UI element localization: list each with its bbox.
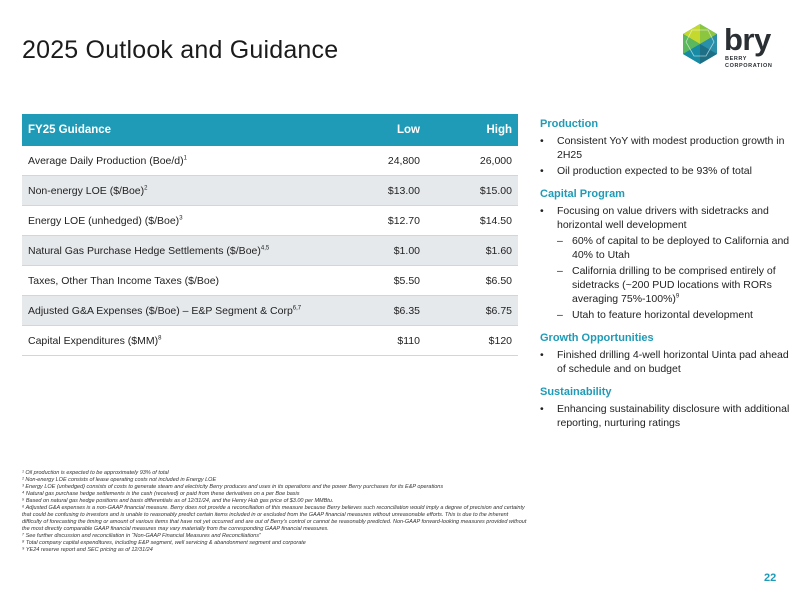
page-title: 2025 Outlook and Guidance (22, 36, 339, 64)
table-row (22, 296, 518, 326)
footnote: ⁸ Total company capital expenditures, including E&P segment, well servicing & abandonment segment and corporate (22, 540, 306, 546)
row-high: $1.60 (426, 236, 518, 266)
row-low: 24,800 (344, 146, 426, 176)
footnote: ² Non-energy LOE consists of lease operating costs not included in Energy LOE (22, 477, 217, 483)
bullet-icon: • (540, 349, 544, 361)
outlook-commentary (540, 117, 790, 432)
header-high: High (426, 114, 518, 146)
row-label: Taxes, Other Than Income Taxes ($/Boe) (22, 266, 344, 296)
bullet-icon: • (540, 135, 544, 147)
dash-icon: – (557, 235, 563, 247)
bullet-icon: • (540, 205, 544, 217)
section-heading-production: Production (540, 118, 599, 130)
section-heading-capital: Capital Program (540, 188, 625, 200)
dash-icon: – (557, 265, 563, 277)
row-low: $110 (344, 326, 426, 356)
row-label: Average Daily Production $(Boe/d)^1$ (22, 146, 344, 176)
bullet-item: • Consistent YoY with modest production growth in 2H25 (540, 135, 785, 161)
section-heading-sustainability: Sustainability (540, 386, 612, 398)
logo-subtext: BERRY CORPORATION (725, 56, 773, 69)
row-high: $120 (426, 326, 518, 356)
row-label: Non-energy LOE ($/Boe)$^2$ (22, 176, 344, 206)
bullet-item: • Oil production expected to be 93% of total (540, 165, 752, 177)
footnote: ⁵ Based on natural gas hedge positions and basis differentials as of 12/31/24, and the Henry Hub gas price of $3.00 per MMBtu. (22, 498, 334, 504)
row-label: Capital Expenditures ($MM)$^8$ (22, 326, 344, 356)
row-label: Natural Gas Purchase Hedge Settlements ($/Boe)$^{4,5}$ (22, 236, 344, 266)
berry-logo (680, 22, 780, 72)
sub-bullet-item: – 60% of capital to be deployed to California and 40% to Utah (557, 235, 790, 261)
footnote: difficulty of forecasting the timing or amount of various items that have not yet occurred and are out of Berry's control or cannot be reasonably predicted. Non-GAAP forward-looking measures provided without (22, 519, 527, 525)
row-low: $1.00 (344, 236, 426, 266)
logo-wordmark: bry (724, 22, 771, 57)
header-guidance: FY25 Guidance (22, 114, 344, 146)
table-row (22, 266, 518, 296)
bullet-icon: • (540, 403, 544, 415)
footnote: ⁷ See further discussion and reconciliation in “Non-GAAP Financial Measures and Reconciliations” (22, 533, 261, 539)
row-high: $6.75 (426, 296, 518, 326)
footnote: that could be confusing to investors and is unable to reasonably predict certain items included in or excluded from the GAAP financial measures without unreasonable efforts. This is due to the inherent (22, 512, 509, 518)
bullet-icon: • (540, 165, 544, 177)
footnote: ¹ Oil production is expected to be approximately 93% of total (22, 470, 169, 476)
table-header-row (22, 114, 518, 146)
row-label: Adjusted G&A Expenses ($/Boe) – E&P Segment & Corp$^{6,7}$ (22, 296, 344, 326)
footnote: ³ Energy LOE (unhedged) consists of costs to generate steam and electricity Berry produces and uses in its operations and the power Berry purchases for its E&P operations (22, 484, 444, 490)
bullet-item: • Focusing on value drivers with sidetracks and horizontal well development (540, 205, 769, 231)
section-heading-growth: Growth Opportunities (540, 332, 654, 344)
table-row (22, 146, 518, 176)
sub-bullet-item: – California drilling to be comprised entirely of sidetracks (~200 PUD locations with RORs averaging 75%-100%)$^9$ (557, 265, 776, 305)
row-high: 26,000 (426, 146, 518, 176)
page-number: 22 (764, 572, 777, 584)
guidance-table (22, 114, 518, 356)
row-high: $6.50 (426, 266, 518, 296)
table-row (22, 326, 518, 356)
footnote: ⁶ Adjusted G&A expenses is a non-GAAP financial measure. Berry does not provide a reconciliation of this measure because Berry believes such reconciliation would imply a degree of precision and certainty (22, 505, 525, 511)
row-low: $5.50 (344, 266, 426, 296)
table-row (22, 176, 518, 206)
footnote: ⁹ YE24 reserve report and SEC pricing as of 12/31/24 (22, 547, 153, 553)
dash-icon: – (557, 309, 563, 321)
header-low: Low (344, 114, 426, 146)
bullet-item: • Enhancing sustainability disclosure with additional reporting, nurturing ratings (540, 403, 790, 429)
table-row (22, 206, 518, 236)
row-low: $13.00 (344, 176, 426, 206)
bullet-item: • Finished drilling 4-well horizontal Uinta pad ahead of schedule and on budget (540, 349, 789, 375)
footnotes (22, 470, 722, 554)
logo-hexagon-icon (680, 22, 720, 66)
footnote: the most directly comparable GAAP financial measures may vary materially from the corresponding GAAP financial measures. (22, 526, 329, 532)
row-label: Energy LOE (unhedged) ($/Boe)$^3$ (22, 206, 344, 236)
row-high: $15.00 (426, 176, 518, 206)
row-high: $14.50 (426, 206, 518, 236)
sub-bullet-item: – Utah to feature horizontal development (557, 309, 753, 321)
row-low: $6.35 (344, 296, 426, 326)
table-row (22, 236, 518, 266)
row-low: $12.70 (344, 206, 426, 236)
footnote: ⁴ Natural gas purchase hedge settlements is the cash (received) or paid from these derivatives on a per Boe basis (22, 491, 300, 497)
